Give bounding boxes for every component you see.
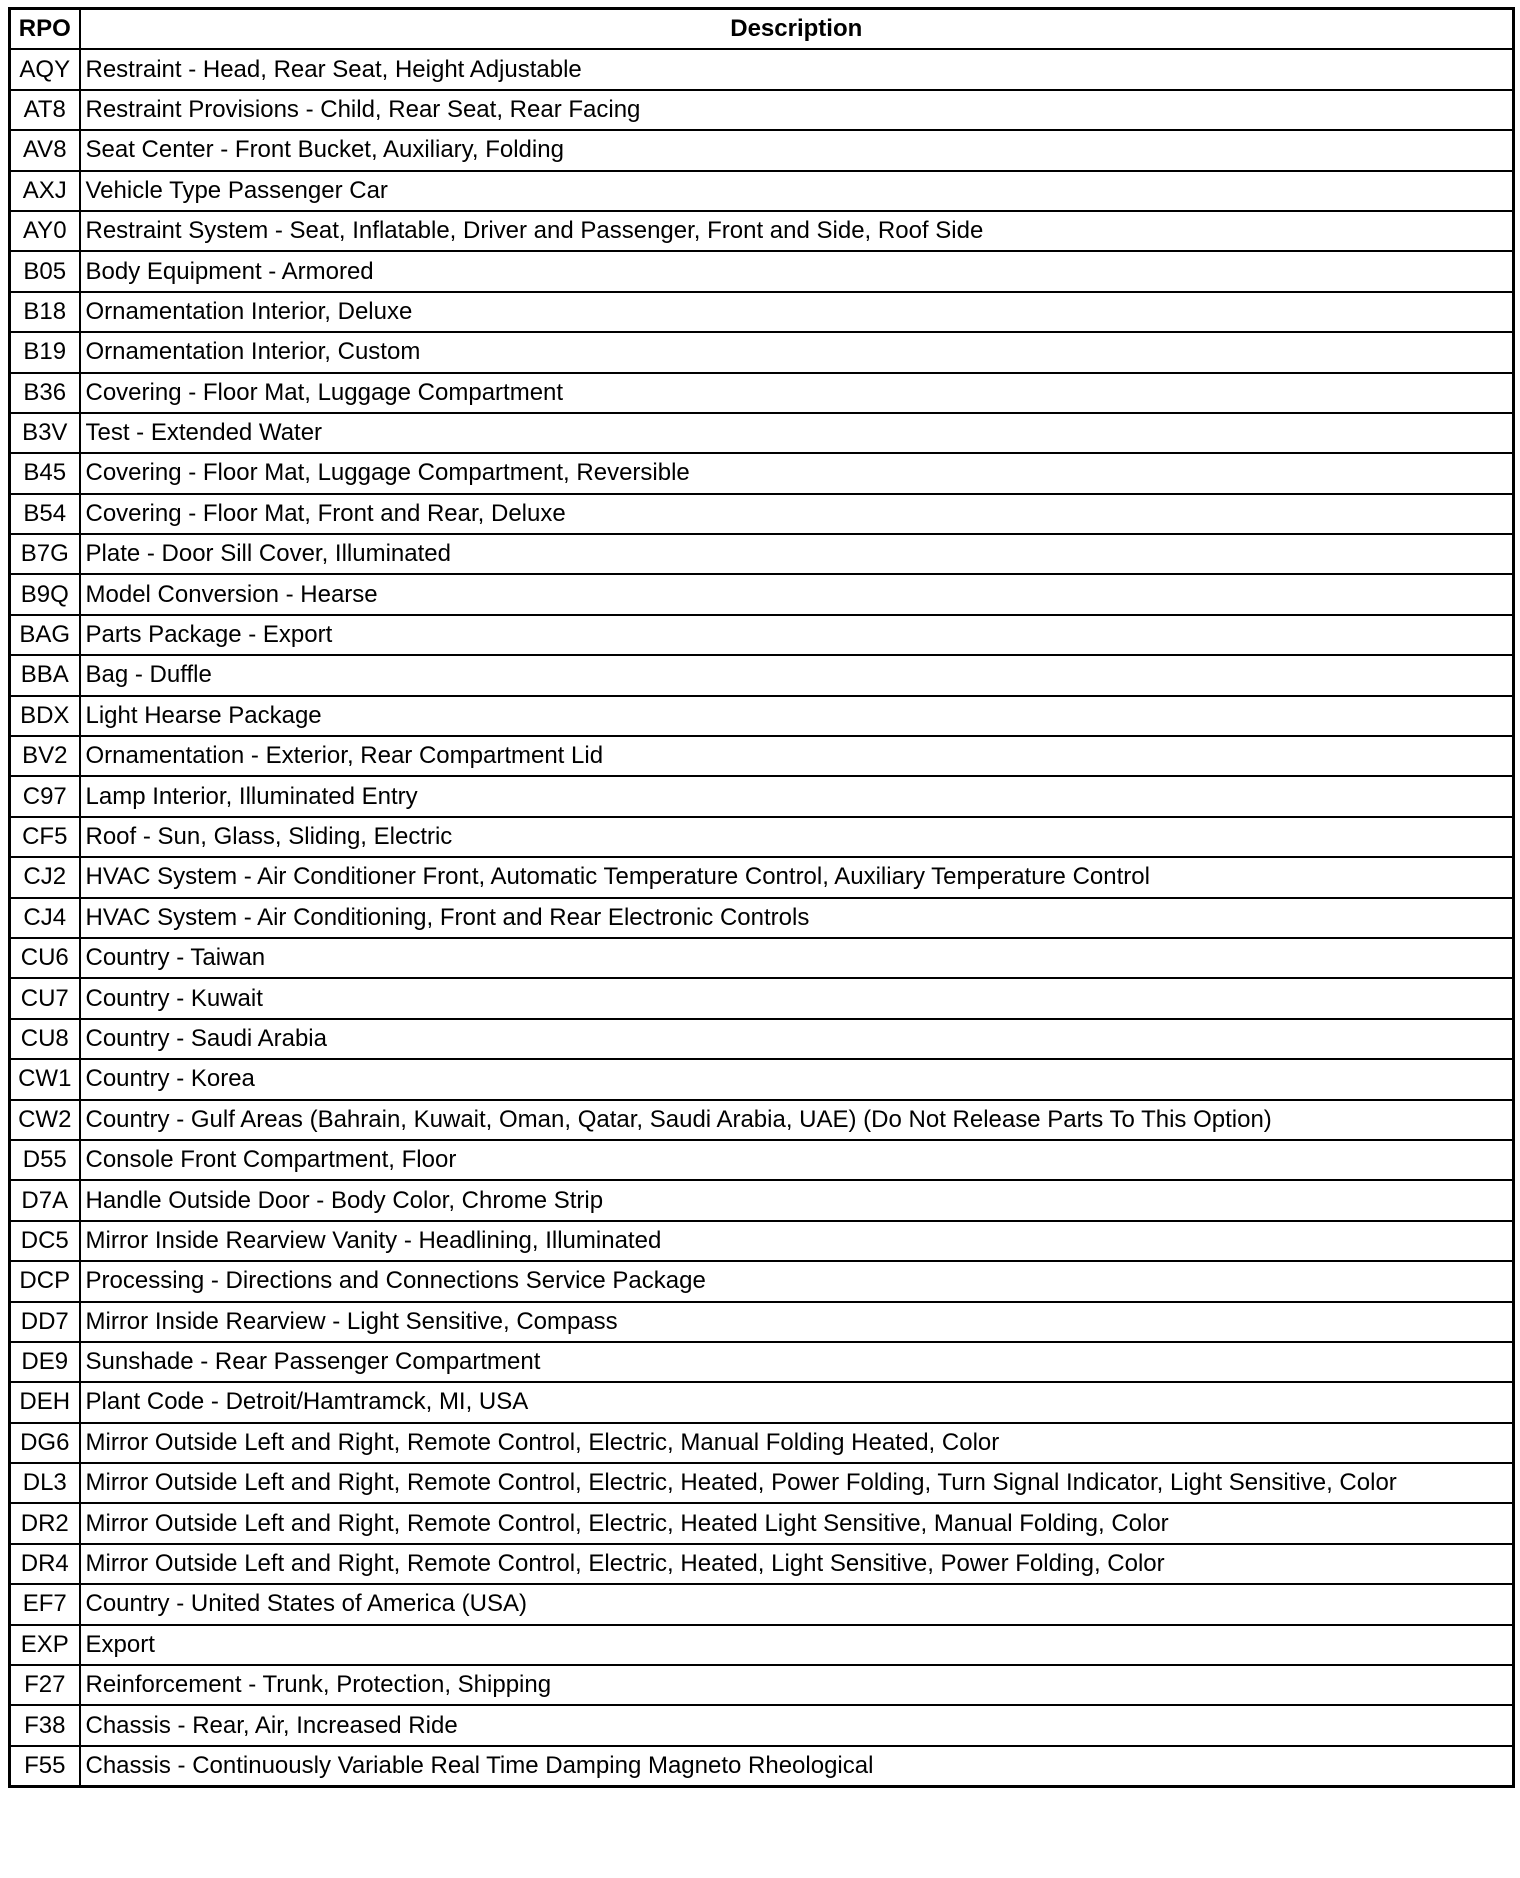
table-row bbox=[10, 898, 1514, 938]
description-cell: Country - Saudi Arabia bbox=[80, 1019, 1514, 1059]
description-cell: Mirror Outside Left and Right, Remote Control, Electric, Heated, Power Folding, Turn Signal Indicator, Light Sensitive, Color bbox=[80, 1463, 1514, 1503]
table-row bbox=[10, 292, 1514, 332]
table-row bbox=[10, 938, 1514, 978]
rpo-code-cell: AV8 bbox=[10, 130, 80, 170]
rpo-code-cell: DEH bbox=[10, 1382, 80, 1422]
table-row bbox=[10, 978, 1514, 1018]
table-row bbox=[10, 1100, 1514, 1140]
description-cell: Chassis - Continuously Variable Real Time Damping Magneto Rheological bbox=[80, 1746, 1514, 1787]
rpo-code-cell: AQY bbox=[10, 49, 80, 89]
table-row bbox=[10, 857, 1514, 897]
rpo-code-cell: DE9 bbox=[10, 1342, 80, 1382]
table-row bbox=[10, 574, 1514, 614]
rpo-code-cell: CU8 bbox=[10, 1019, 80, 1059]
table-row bbox=[10, 817, 1514, 857]
table-row bbox=[10, 90, 1514, 130]
description-cell: Country - Taiwan bbox=[80, 938, 1514, 978]
rpo-code-cell: CW2 bbox=[10, 1100, 80, 1140]
rpo-code-cell: BBA bbox=[10, 655, 80, 695]
table-row bbox=[10, 130, 1514, 170]
rpo-code-cell: AY0 bbox=[10, 211, 80, 251]
description-cell: Chassis - Rear, Air, Increased Ride bbox=[80, 1705, 1514, 1745]
rpo-code-cell: F38 bbox=[10, 1705, 80, 1745]
rpo-code-cell: B9Q bbox=[10, 574, 80, 614]
table-row bbox=[10, 1382, 1514, 1422]
rpo-code-cell: D55 bbox=[10, 1140, 80, 1180]
rpo-code-cell: B45 bbox=[10, 453, 80, 493]
rpo-column-header: RPO bbox=[10, 9, 80, 50]
rpo-code-cell: CF5 bbox=[10, 817, 80, 857]
description-cell: Handle Outside Door - Body Color, Chrome Strip bbox=[80, 1180, 1514, 1220]
table-row bbox=[10, 655, 1514, 695]
rpo-code-cell: DR2 bbox=[10, 1503, 80, 1543]
description-cell: Restraint - Head, Rear Seat, Height Adjustable bbox=[80, 49, 1514, 89]
description-cell: Country - Kuwait bbox=[80, 978, 1514, 1018]
table-row bbox=[10, 1584, 1514, 1624]
description-cell: HVAC System - Air Conditioner Front, Automatic Temperature Control, Auxiliary Temperature Control bbox=[80, 857, 1514, 897]
rpo-code-cell: AT8 bbox=[10, 90, 80, 130]
description-cell: Covering - Floor Mat, Luggage Compartment bbox=[80, 373, 1514, 413]
table-row bbox=[10, 1261, 1514, 1301]
rpo-table bbox=[8, 7, 1515, 1788]
table-row bbox=[10, 494, 1514, 534]
description-column-header: Description bbox=[80, 9, 1514, 50]
rpo-code-cell: F27 bbox=[10, 1665, 80, 1705]
description-cell: Restraint Provisions - Child, Rear Seat, Rear Facing bbox=[80, 90, 1514, 130]
description-cell: Ornamentation Interior, Deluxe bbox=[80, 292, 1514, 332]
description-cell: Lamp Interior, Illuminated Entry bbox=[80, 776, 1514, 816]
table-row bbox=[10, 373, 1514, 413]
table-row bbox=[10, 1342, 1514, 1382]
table-row bbox=[10, 1705, 1514, 1745]
table-row bbox=[10, 1503, 1514, 1543]
rpo-code-cell: CJ2 bbox=[10, 857, 80, 897]
description-cell: Vehicle Type Passenger Car bbox=[80, 171, 1514, 211]
rpo-code-cell: C97 bbox=[10, 776, 80, 816]
description-cell: Plate - Door Sill Cover, Illuminated bbox=[80, 534, 1514, 574]
rpo-code-cell: F55 bbox=[10, 1746, 80, 1787]
table-row bbox=[10, 413, 1514, 453]
description-cell: Sunshade - Rear Passenger Compartment bbox=[80, 1342, 1514, 1382]
description-cell: Country - United States of America (USA) bbox=[80, 1584, 1514, 1624]
rpo-code-cell: EF7 bbox=[10, 1584, 80, 1624]
description-cell: Country - Gulf Areas (Bahrain, Kuwait, Oman, Qatar, Saudi Arabia, UAE) (Do Not Release Parts To This Option) bbox=[80, 1100, 1514, 1140]
table-row bbox=[10, 1180, 1514, 1220]
description-cell: Console Front Compartment, Floor bbox=[80, 1140, 1514, 1180]
rpo-code-cell: DR4 bbox=[10, 1544, 80, 1584]
rpo-code-cell: DG6 bbox=[10, 1423, 80, 1463]
table-row bbox=[10, 615, 1514, 655]
rpo-code-cell: B18 bbox=[10, 292, 80, 332]
description-cell: Roof - Sun, Glass, Sliding, Electric bbox=[80, 817, 1514, 857]
description-cell: Export bbox=[80, 1625, 1514, 1665]
table-row bbox=[10, 251, 1514, 291]
table-row bbox=[10, 1665, 1514, 1705]
rpo-code-cell: B54 bbox=[10, 494, 80, 534]
rpo-code-cell: EXP bbox=[10, 1625, 80, 1665]
table-row bbox=[10, 1544, 1514, 1584]
description-cell: Bag - Duffle bbox=[80, 655, 1514, 695]
table-row bbox=[10, 736, 1514, 776]
rpo-code-cell: AXJ bbox=[10, 171, 80, 211]
rpo-code-cell: BV2 bbox=[10, 736, 80, 776]
table-row bbox=[10, 332, 1514, 372]
description-cell: HVAC System - Air Conditioning, Front and Rear Electronic Controls bbox=[80, 898, 1514, 938]
table-row bbox=[10, 1019, 1514, 1059]
rpo-code-cell: DCP bbox=[10, 1261, 80, 1301]
description-cell: Processing - Directions and Connections Service Package bbox=[80, 1261, 1514, 1301]
description-cell: Ornamentation Interior, Custom bbox=[80, 332, 1514, 372]
rpo-code-cell: BAG bbox=[10, 615, 80, 655]
description-cell: Country - Korea bbox=[80, 1059, 1514, 1099]
description-cell: Test - Extended Water bbox=[80, 413, 1514, 453]
table-row bbox=[10, 171, 1514, 211]
table-row bbox=[10, 696, 1514, 736]
rpo-code-cell: B36 bbox=[10, 373, 80, 413]
rpo-code-cell: CU6 bbox=[10, 938, 80, 978]
rpo-code-cell: CJ4 bbox=[10, 898, 80, 938]
rpo-code-cell: B7G bbox=[10, 534, 80, 574]
description-cell: Light Hearse Package bbox=[80, 696, 1514, 736]
table-body bbox=[10, 49, 1514, 1786]
description-cell: Restraint System - Seat, Inflatable, Driver and Passenger, Front and Side, Roof Side bbox=[80, 211, 1514, 251]
table-row bbox=[10, 49, 1514, 89]
table-row bbox=[10, 1423, 1514, 1463]
description-cell: Reinforcement - Trunk, Protection, Shipping bbox=[80, 1665, 1514, 1705]
description-cell: Mirror Inside Rearview Vanity - Headlining, Illuminated bbox=[80, 1221, 1514, 1261]
description-cell: Mirror Outside Left and Right, Remote Control, Electric, Heated, Light Sensitive, Power Folding, Color bbox=[80, 1544, 1514, 1584]
rpo-code-cell: BDX bbox=[10, 696, 80, 736]
description-cell: Covering - Floor Mat, Front and Rear, Deluxe bbox=[80, 494, 1514, 534]
rpo-code-cell: DL3 bbox=[10, 1463, 80, 1503]
table-row bbox=[10, 1140, 1514, 1180]
rpo-code-cell: DD7 bbox=[10, 1302, 80, 1342]
table-row bbox=[10, 1625, 1514, 1665]
rpo-code-cell: B05 bbox=[10, 251, 80, 291]
table-row bbox=[10, 1463, 1514, 1503]
table-row bbox=[10, 776, 1514, 816]
description-cell: Parts Package - Export bbox=[80, 615, 1514, 655]
rpo-table-page bbox=[8, 7, 1512, 1788]
description-cell: Seat Center - Front Bucket, Auxiliary, Folding bbox=[80, 130, 1514, 170]
header-row bbox=[10, 9, 1514, 50]
description-cell: Mirror Inside Rearview - Light Sensitive, Compass bbox=[80, 1302, 1514, 1342]
description-cell: Plant Code - Detroit/Hamtramck, MI, USA bbox=[80, 1382, 1514, 1422]
rpo-code-cell: D7A bbox=[10, 1180, 80, 1220]
description-cell: Covering - Floor Mat, Luggage Compartment, Reversible bbox=[80, 453, 1514, 493]
rpo-code-cell: CU7 bbox=[10, 978, 80, 1018]
rpo-code-cell: B19 bbox=[10, 332, 80, 372]
description-cell: Ornamentation - Exterior, Rear Compartment Lid bbox=[80, 736, 1514, 776]
rpo-code-cell: B3V bbox=[10, 413, 80, 453]
table-row bbox=[10, 1221, 1514, 1261]
description-cell: Model Conversion - Hearse bbox=[80, 574, 1514, 614]
description-cell: Body Equipment - Armored bbox=[80, 251, 1514, 291]
rpo-code-cell: CW1 bbox=[10, 1059, 80, 1099]
table-row bbox=[10, 453, 1514, 493]
description-cell: Mirror Outside Left and Right, Remote Control, Electric, Manual Folding Heated, Color bbox=[80, 1423, 1514, 1463]
table-row bbox=[10, 1059, 1514, 1099]
table-row bbox=[10, 211, 1514, 251]
table-row bbox=[10, 1302, 1514, 1342]
description-cell: Mirror Outside Left and Right, Remote Control, Electric, Heated Light Sensitive, Manual Folding, Color bbox=[80, 1503, 1514, 1543]
table-row bbox=[10, 534, 1514, 574]
table-row bbox=[10, 1746, 1514, 1787]
rpo-code-cell: DC5 bbox=[10, 1221, 80, 1261]
